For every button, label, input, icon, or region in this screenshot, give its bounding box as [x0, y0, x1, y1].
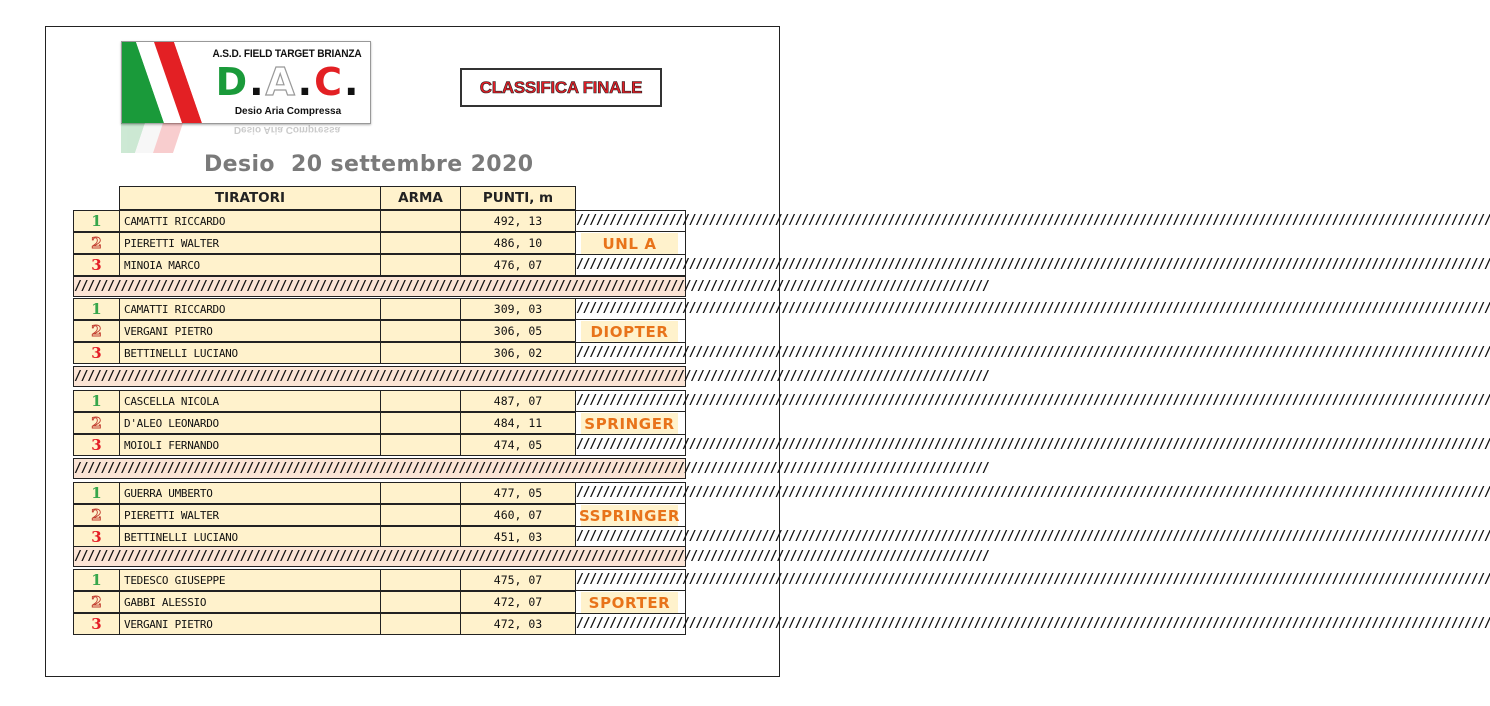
hatch-pattern: //////////////////////////////////////////////////////////////////////////////////////////////////////////////////////////////////////////: [575, 254, 686, 276]
shooter-name: D'ALEO LEONARDO: [119, 412, 381, 434]
event-title: Desio 20 settembre 2020: [204, 152, 534, 177]
rank-cell: 1: [73, 298, 120, 320]
shooter-name: PIERETTI WALTER: [119, 232, 381, 254]
separator-row: //////////////////////////////////////////////////////////////////////////////////////////////////////////////////////////////////////////: [73, 366, 686, 387]
classification-badge: CLASSIFICA FINALE: [460, 68, 662, 107]
rank-cell: 1: [73, 210, 120, 232]
rank-cell: 2: [73, 412, 120, 434]
club-logo: [121, 41, 371, 124]
shooter-name: GABBI ALESSIO: [119, 591, 381, 613]
separator-row: //////////////////////////////////////////////////////////////////////////////////////////////////////////////////////////////////////////: [73, 546, 686, 567]
rank-cell: 3: [73, 613, 120, 635]
points-cell: 475, 07: [460, 569, 576, 591]
weapon-cell: [380, 526, 461, 548]
hatch-pattern: //////////////////////////////////////////////////////////////////////////////////////////////////////////////////////////////////////////: [575, 434, 686, 456]
weapon-cell: [380, 412, 461, 434]
shooter-name: GUERRA UMBERTO: [119, 482, 381, 504]
weapon-cell: [380, 569, 461, 591]
points-cell: 472, 07: [460, 591, 576, 613]
points-cell: 309, 03: [460, 298, 576, 320]
italian-flag-stripes-icon: [122, 42, 202, 123]
weapon-cell: [380, 613, 461, 635]
points-cell: 476, 07: [460, 254, 576, 276]
rank-cell: 3: [73, 254, 120, 276]
rank-cell: 3: [73, 434, 120, 456]
hatch-pattern: //////////////////////////////////////////////////////////////////////////////////////////////////////////////////////////////////////////: [575, 613, 686, 635]
header-shooters: TIRATORI: [119, 186, 381, 210]
points-cell: 451, 03: [460, 526, 576, 548]
rank-cell: 2: [73, 591, 120, 613]
shooter-name: TEDESCO GIUSEPPE: [119, 569, 381, 591]
rank-cell: 2: [73, 232, 120, 254]
points-cell: 474, 05: [460, 434, 576, 456]
weapon-cell: [380, 298, 461, 320]
hatch-pattern: //////////////////////////////////////////////////////////////////////////////////////////////////////////////////////////////////////////: [575, 390, 686, 412]
points-cell: 492, 13: [460, 210, 576, 232]
points-cell: 460, 07: [460, 504, 576, 526]
hatch-pattern: //////////////////////////////////////////////////////////////////////////////////////////////////////////////////////////////////////////: [575, 569, 686, 591]
rank-cell: 1: [73, 482, 120, 504]
points-cell: 486, 10: [460, 232, 576, 254]
logo-reflection: Desio Aria Compressa: [121, 123, 369, 153]
logo-acronym: D.A.C.: [215, 60, 361, 104]
header-weapon: ARMA: [380, 186, 461, 210]
shooter-name: MOIOLI FERNANDO: [119, 434, 381, 456]
rank-cell: 2: [73, 320, 120, 342]
points-cell: 477, 05: [460, 482, 576, 504]
shooter-name: BETTINELLI LUCIANO: [119, 342, 381, 364]
logo-org-name: A.S.D. FIELD TARGET BRIANZA: [212, 48, 362, 60]
shooter-name: MINOIA MARCO: [119, 254, 381, 276]
weapon-cell: [380, 210, 461, 232]
weapon-cell: [380, 254, 461, 276]
points-cell: 484, 11: [460, 412, 576, 434]
hatch-pattern: //////////////////////////////////////////////////////////////////////////////////////////////////////////////////////////////////////////: [575, 298, 686, 320]
weapon-cell: [380, 320, 461, 342]
points-cell: 487, 07: [460, 390, 576, 412]
shooter-name: VERGANI PIETRO: [119, 320, 381, 342]
category-label: DIOPTER: [581, 321, 678, 342]
hatch-pattern: //////////////////////////////////////////////////////////////////////////////////////////////////////////////////////////////////////////: [575, 526, 686, 548]
shooter-name: PIERETTI WALTER: [119, 504, 381, 526]
separator-row: //////////////////////////////////////////////////////////////////////////////////////////////////////////////////////////////////////////: [73, 276, 686, 297]
shooter-name: BETTINELLI LUCIANO: [119, 526, 381, 548]
weapon-cell: [380, 591, 461, 613]
points-cell: 472, 03: [460, 613, 576, 635]
shooter-name: VERGANI PIETRO: [119, 613, 381, 635]
hatch-pattern: //////////////////////////////////////////////////////////////////////////////////////////////////////////////////////////////////////////: [575, 210, 686, 232]
points-cell: 306, 02: [460, 342, 576, 364]
header-points: PUNTI, m: [460, 186, 576, 210]
points-cell: 306, 05: [460, 320, 576, 342]
separator-row: //////////////////////////////////////////////////////////////////////////////////////////////////////////////////////////////////////////: [73, 458, 686, 479]
rank-cell: 1: [73, 569, 120, 591]
weapon-cell: [380, 342, 461, 364]
hatch-pattern: //////////////////////////////////////////////////////////////////////////////////////////////////////////////////////////////////////////: [575, 482, 686, 504]
rank-cell: 1: [73, 390, 120, 412]
weapon-cell: [380, 232, 461, 254]
category-label: SSPRINGER: [578, 506, 681, 525]
category-label: UNL A: [581, 233, 678, 254]
category-label: SPORTER: [581, 592, 678, 613]
weapon-cell: [380, 390, 461, 412]
weapon-cell: [380, 482, 461, 504]
rank-cell: 3: [73, 526, 120, 548]
rank-cell: 2: [73, 504, 120, 526]
weapon-cell: [380, 504, 461, 526]
weapon-cell: [380, 434, 461, 456]
shooter-name: CAMATTI RICCARDO: [119, 210, 381, 232]
logo-subtitle: Desio Aria Compressa: [234, 106, 342, 117]
shooter-name: CASCELLA NICOLA: [119, 390, 381, 412]
rank-cell: 3: [73, 342, 120, 364]
hatch-pattern: //////////////////////////////////////////////////////////////////////////////////////////////////////////////////////////////////////////: [575, 342, 686, 364]
shooter-name: CAMATTI RICCARDO: [119, 298, 381, 320]
category-label: SPRINGER: [581, 413, 678, 434]
